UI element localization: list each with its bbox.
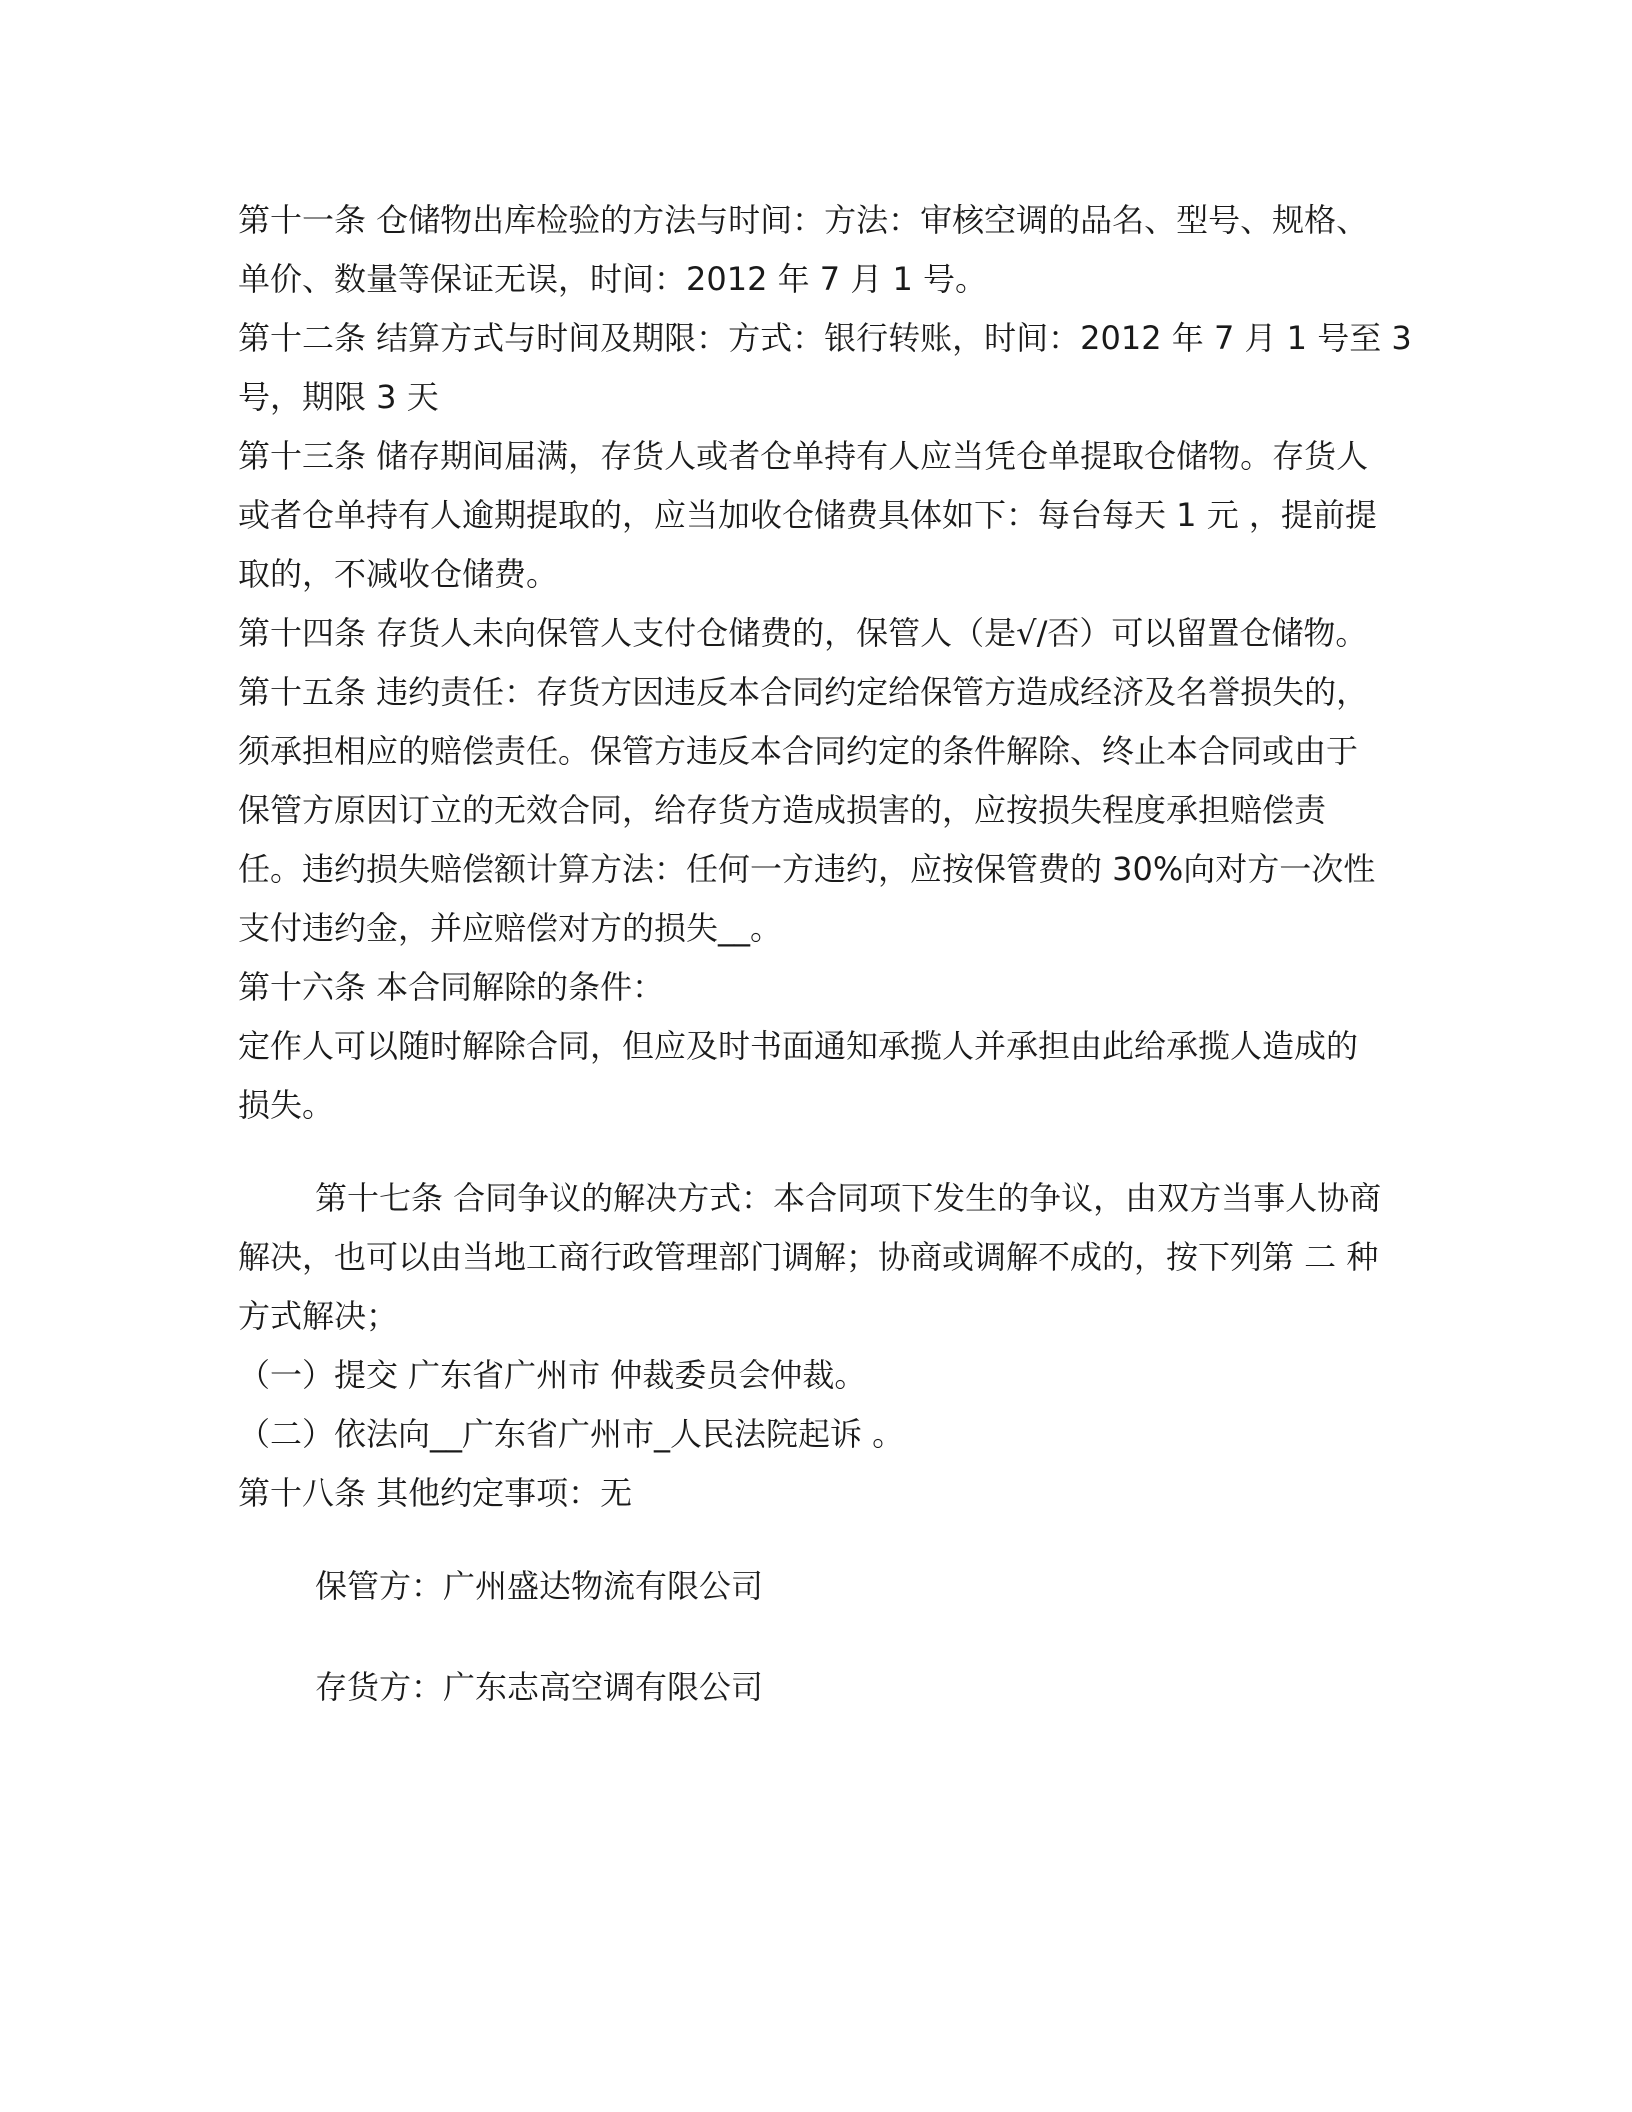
clause-13-line-1: 第十三条 储存期间届满，存货人或者仓单持有人应当凭仓单提取仓储物。存货人: [238, 437, 1369, 475]
spacer: [238, 1135, 1394, 1169]
clause-15-line-5: 支付违约金，并应赔偿对方的损失__。: [238, 909, 783, 947]
clause-12-line-1: 第十二条 结算方式与时间及期限：方式：银行转账，时间：2012 年 7 月 1 号至 3: [238, 319, 1412, 357]
clause-17-option-1: （一）提交 广东省广州市 仲裁委员会仲裁。: [238, 1356, 867, 1394]
clause-12-line-2: 号，期限 3 天: [238, 378, 439, 416]
clause-15-line-4: 任。违约损失赔偿额计算方法：任何一方违约，应按保管费的 30%向对方一次性: [238, 850, 1376, 888]
clause-17-option-2: （二）依法向__广东省广州市_人民法院起诉 。: [238, 1415, 905, 1453]
clause-18-line-1: 第十八条 其他约定事项：无: [238, 1474, 633, 1512]
clause-16-line-1: 第十六条 本合同解除的条件：: [238, 968, 665, 1006]
clause-16-line-3: 损失。: [238, 1086, 335, 1124]
clause-13-line-3: 取的，不减收仓储费。: [238, 555, 559, 593]
clause-15-line-3: 保管方原因订立的无效合同，给存货方造成损害的，应按损失程度承担赔偿责: [238, 791, 1327, 829]
clause-11: [238, 191, 1394, 309]
clause-14: [238, 604, 1394, 663]
document-body: [238, 191, 1412, 1717]
clause-12: [238, 309, 1412, 427]
clause-15: [238, 663, 1394, 958]
clause-13-line-2: 或者仓单持有人逾期提取的，应当加收仓储费具体如下：每台每天 1 元 ，提前提: [238, 496, 1377, 534]
clause-11-line-2: 单价、数量等保证无误，时间：2012 年 7 月 1 号。: [238, 260, 988, 298]
clause-11-line-1: 第十一条 仓储物出库检验的方法与时间：方法：审核空调的品名、型号、规格、: [238, 201, 1369, 239]
signature-block: [238, 1557, 1394, 1717]
clause-14-line-1: 第十四条 存货人未向保管人支付仓储费的，保管人（是√/否）可以留置仓储物。: [238, 614, 1368, 652]
clause-13: [238, 427, 1394, 604]
clause-18: [238, 1464, 1394, 1523]
clause-15-line-1: 第十五条 违约责任：存货方因违反本合同约定给保管方造成经济及名誉损失的，: [238, 673, 1369, 711]
depositor-signature: 存货方：广东志高空调有限公司: [315, 1668, 764, 1706]
clause-17-line-3: 方式解决；: [238, 1297, 399, 1335]
spacer: [238, 1616, 1394, 1658]
clause-17: [238, 1169, 1394, 1464]
clause-17-line-1: 第十七条 合同争议的解决方式：本合同项下发生的争议，由双方当事人协商: [315, 1179, 1382, 1217]
spacer: [238, 1523, 1394, 1557]
clause-17-line-2: 解决，也可以由当地工商行政管理部门调解；协商或调解不成的，按下列第 二 种: [238, 1238, 1379, 1276]
clause-16: [238, 958, 1394, 1135]
clause-15-line-2: 须承担相应的赔偿责任。保管方违反本合同约定的条件解除、终止本合同或由于: [238, 732, 1359, 770]
keeper-signature: 保管方：广州盛达物流有限公司: [315, 1567, 764, 1605]
clause-16-line-2: 定作人可以随时解除合同，但应及时书面通知承揽人并承担由此给承揽人造成的: [238, 1027, 1359, 1065]
